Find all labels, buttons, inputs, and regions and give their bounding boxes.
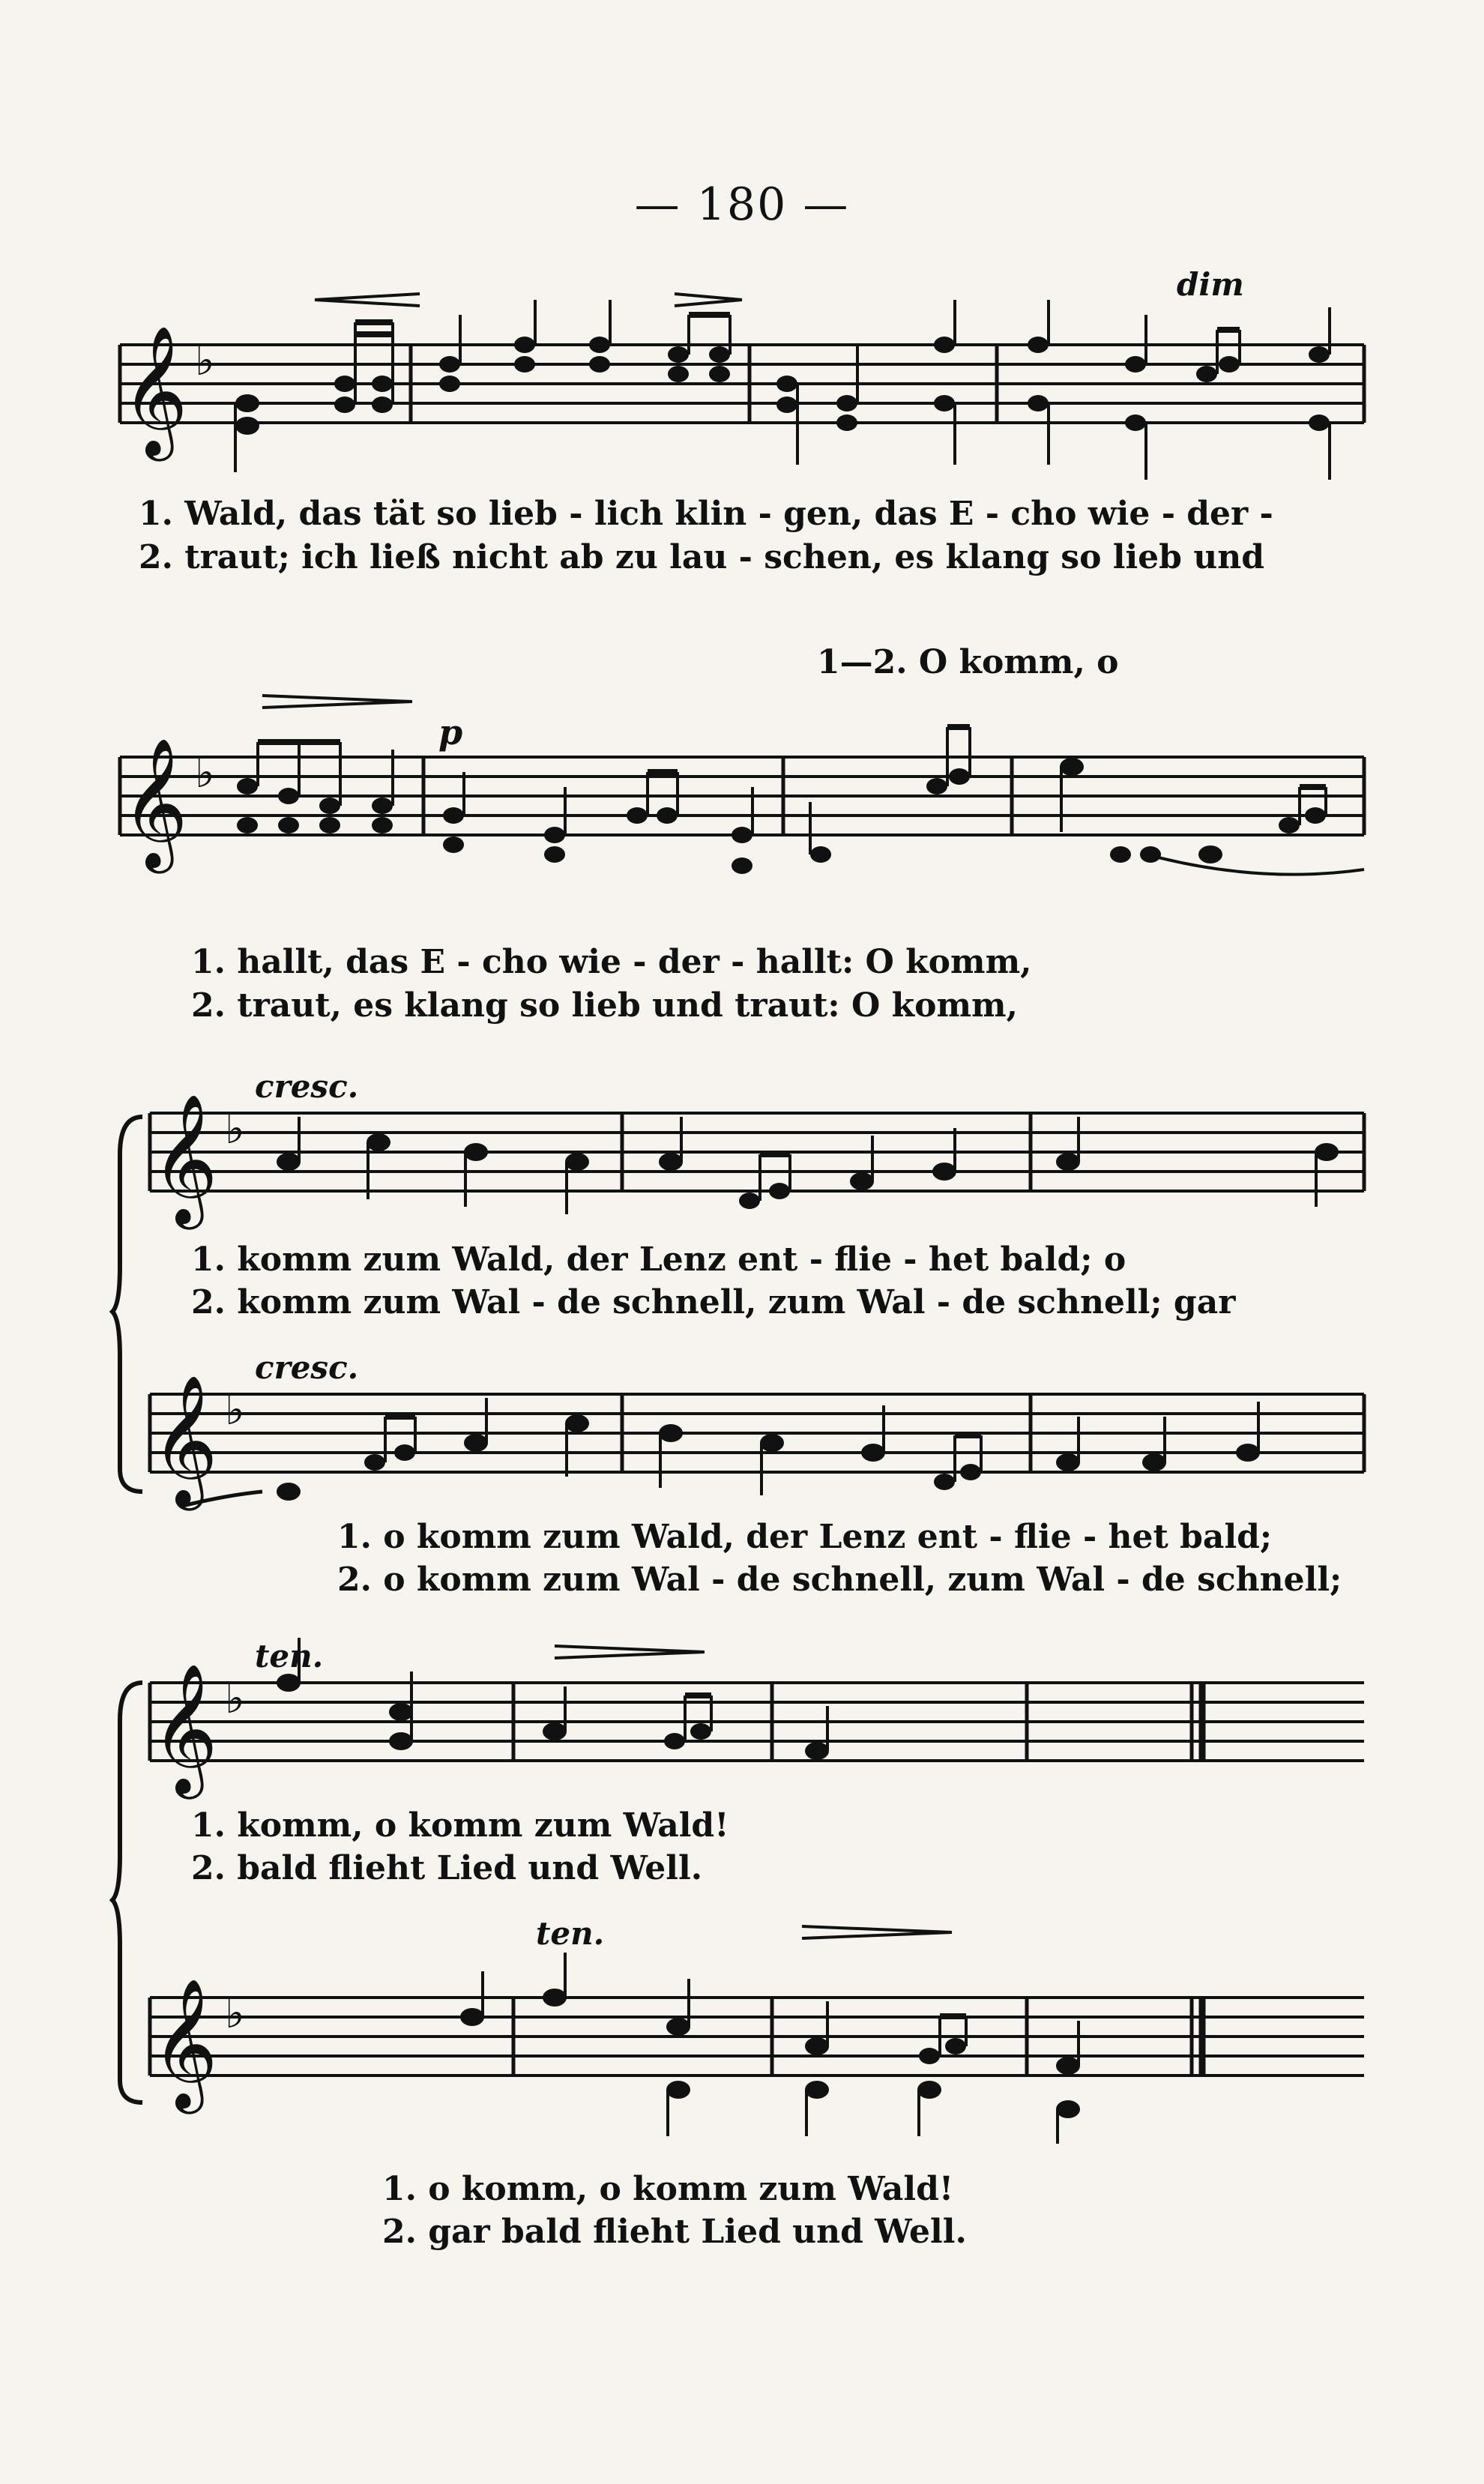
system3-lower-verse1: 1. o komm zum Wald, der Lenz ent - flie - het bald;	[337, 1518, 1273, 1556]
system2-verse2: 2. traut, es klang so lieb und traut: O komm,	[191, 986, 1018, 1025]
svg-text:𝄞: 𝄞	[121, 738, 188, 868]
system4-upper-verse1: 1. komm, o komm zum Wald!	[191, 1806, 729, 1845]
system3-lower-verse2: 2. o komm zum Wal - de schnell, zum Wal - de schnell;	[337, 1561, 1342, 1599]
svg-text:𝄞: 𝄞	[121, 325, 188, 456]
dynamic-ten-upper: ten.	[255, 1638, 324, 1674]
dynamic-cresc-lower: cresc.	[255, 1349, 359, 1386]
system2-verse1: 1. hallt, das E - cho wie - der - hallt: O komm,	[191, 943, 1032, 981]
svg-text:♭: ♭	[225, 1105, 245, 1154]
system4-upper-verse2: 2. bald flieht Lied und Well.	[191, 1849, 703, 1887]
svg-text:𝄞: 𝄞	[151, 1663, 218, 1794]
dynamic-ten-lower: ten.	[536, 1915, 605, 1952]
system3-upper-verse1: 1. komm zum Wald, der Lenz ent - flie - het bald; o	[191, 1241, 1126, 1279]
system4-lower-verse2: 2. gar bald flieht Lied und Well.	[382, 2213, 967, 2251]
svg-text:♭: ♭	[225, 1674, 245, 1723]
dynamic-cresc-upper: cresc.	[255, 1068, 359, 1105]
dynamic-dim: dim	[1177, 266, 1244, 303]
system3-upper-verse2: 2. komm zum Wal - de schnell, zum Wal - de schnell; gar	[191, 1283, 1236, 1321]
svg-text:𝄞: 𝄞	[151, 1375, 218, 1505]
dynamic-p: p	[438, 712, 463, 753]
system1-verse2: 2. traut; ich ließ nicht ab zu lau - schen, es klang so lieb und	[139, 538, 1264, 576]
system4-lower-verse1: 1. o komm, o komm zum Wald!	[382, 2170, 954, 2208]
svg-text:♭: ♭	[195, 337, 215, 385]
svg-text:𝄞: 𝄞	[151, 1978, 218, 2108]
svg-text:𝄞: 𝄞	[151, 1094, 218, 1224]
system2-header-lyric: 1—2. O komm, o	[817, 643, 1119, 681]
svg-text:♭: ♭	[225, 1386, 245, 1435]
svg-text:♭: ♭	[195, 749, 215, 798]
system1-verse1: 1. Wald, das tät so lieb - lich klin - gen, das E - cho wie - der -	[139, 495, 1273, 533]
svg-text:♭: ♭	[225, 1989, 245, 2038]
page-number: — 180 —	[634, 178, 850, 231]
